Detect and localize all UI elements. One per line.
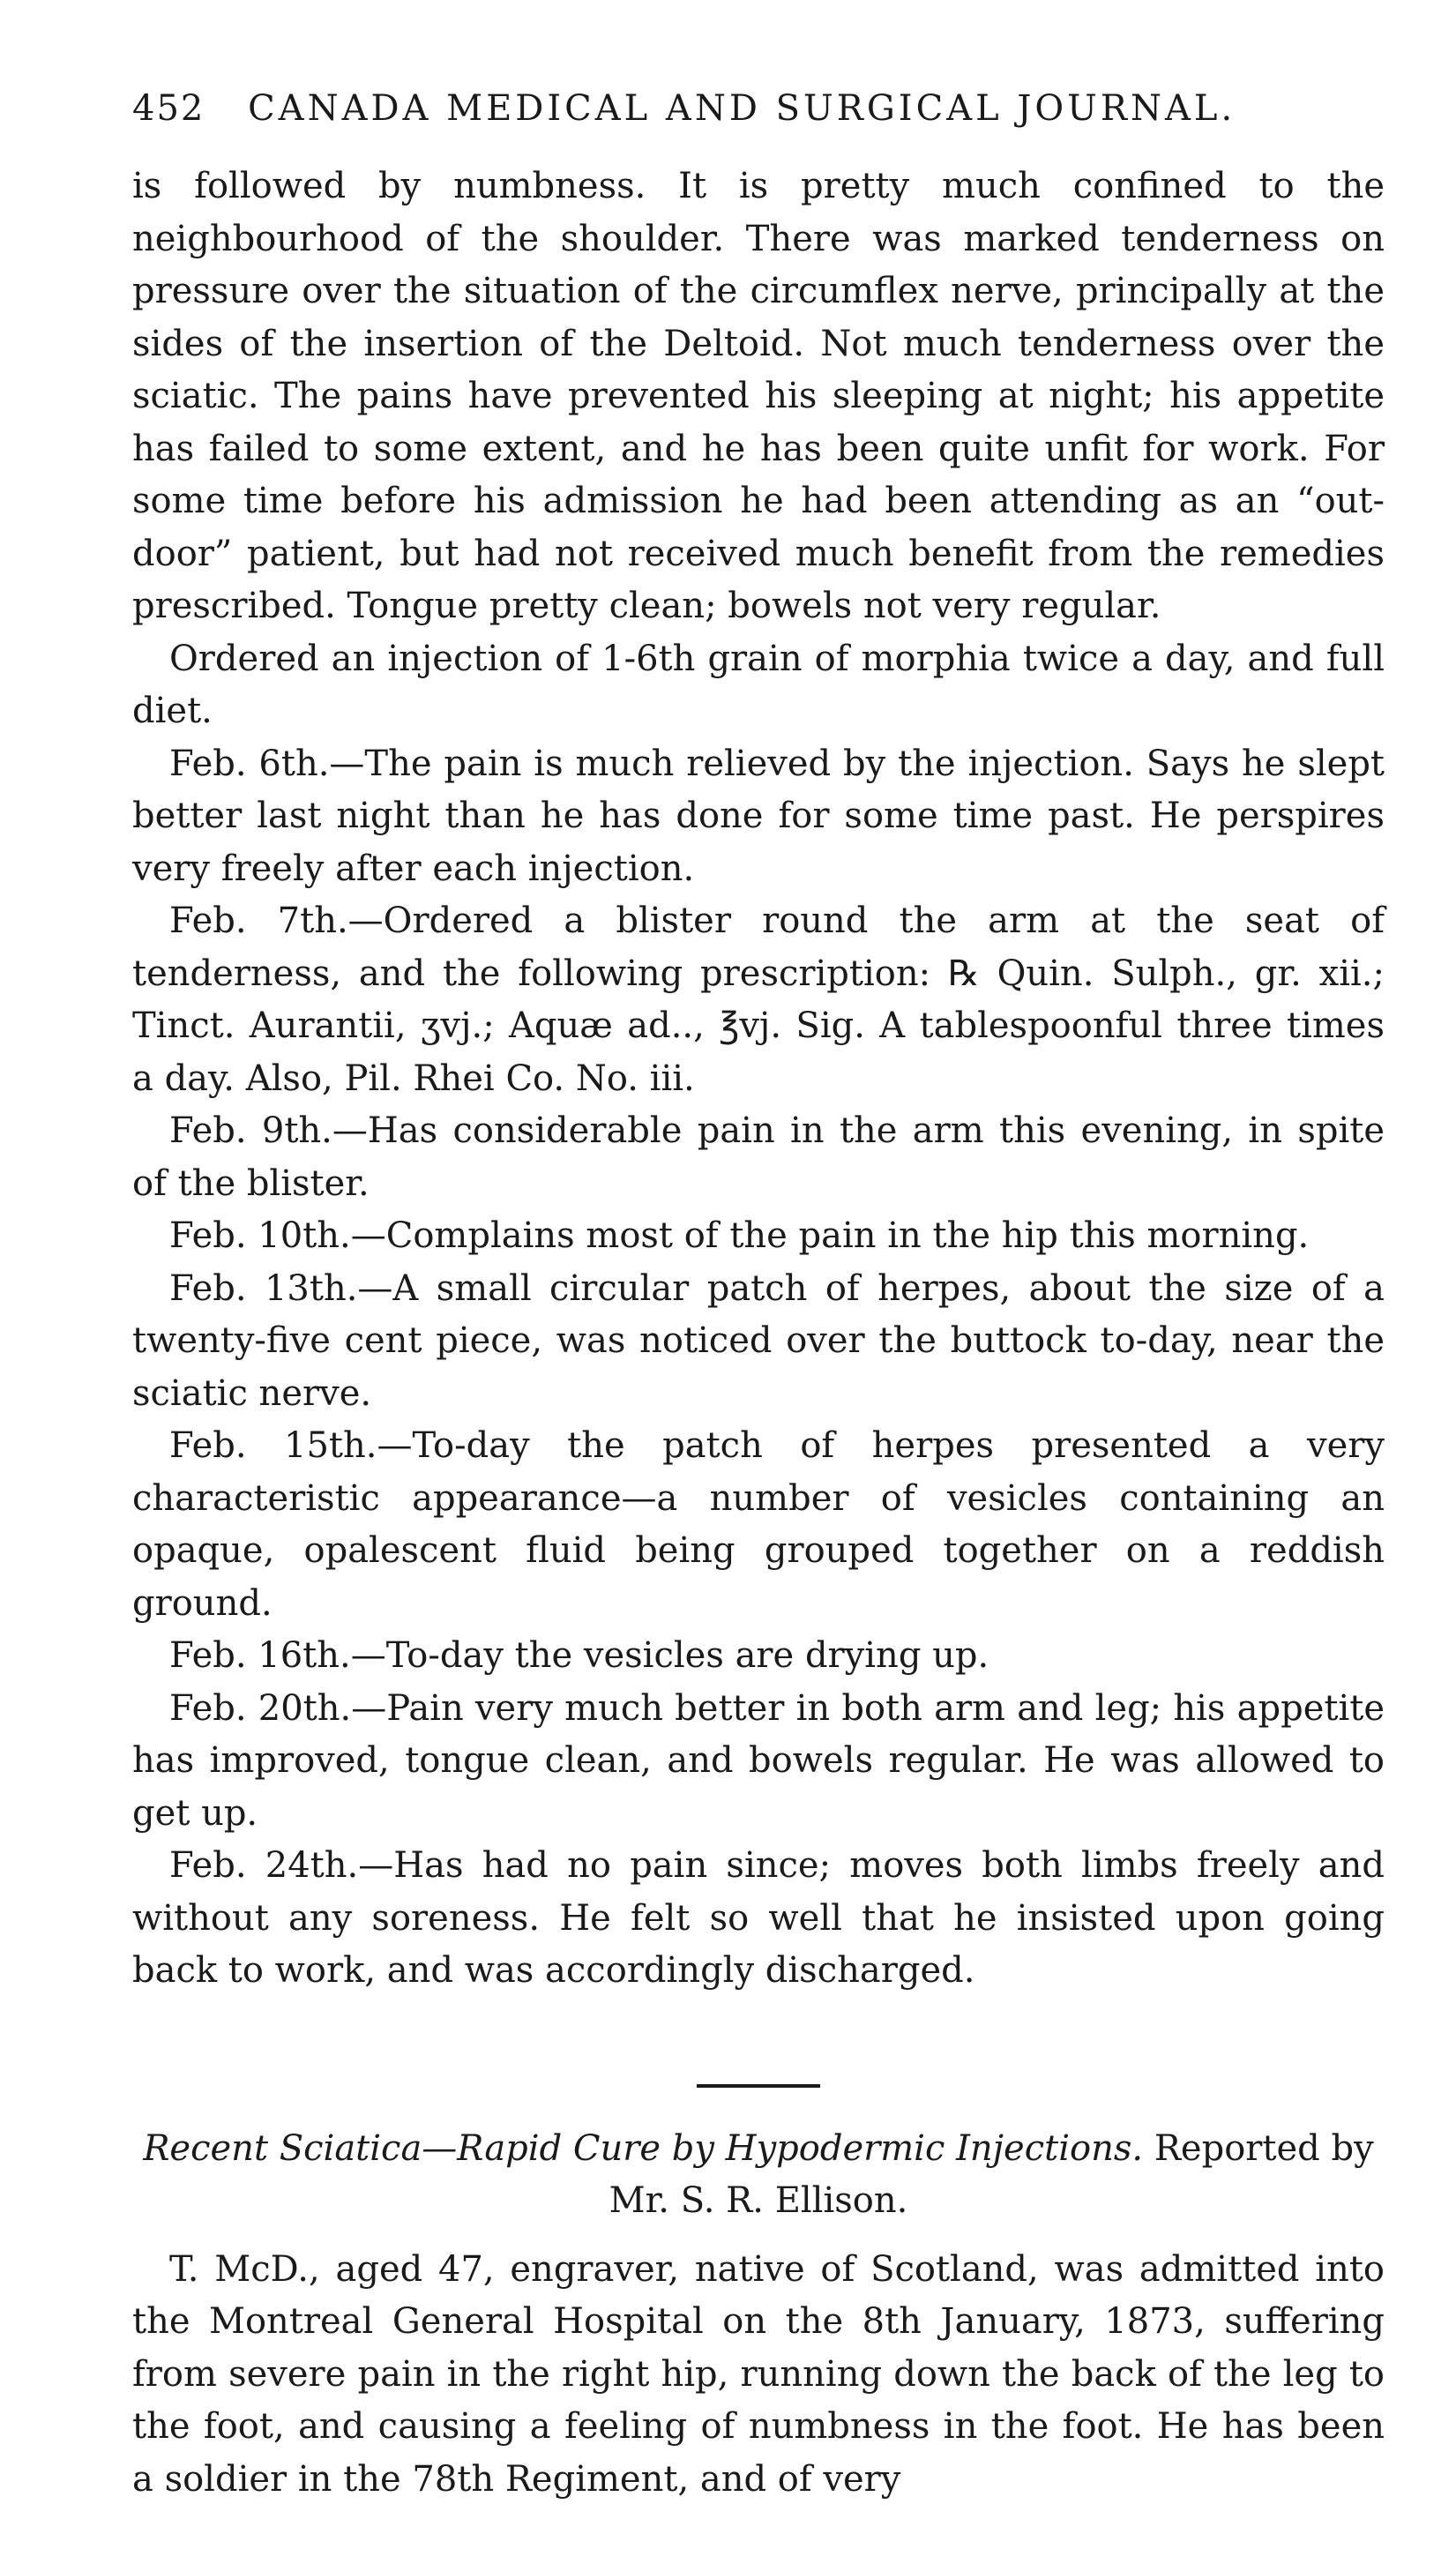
page-number: 452 xyxy=(132,88,205,129)
paragraph-feb-7: Feb. 7th.—Ordered a blister round the arm at the seat of tenderness, and the following prescription: ℞ Quin. Sulph., gr. xii.; Tinct. Aurantii, ʒvj.; Aquæ ad.., ℥vj. Sig. A tablespoonful three times a day. Also, Pil. Rhei Co. No. iii. xyxy=(132,901,1385,1099)
section-heading-block xyxy=(132,2123,1385,2228)
paragraph-feb-16: Feb. 16th.—To-day the vesicles are drying up. xyxy=(169,1635,989,1676)
paragraph-treatment: Ordered an injection of 1-6th grain of morphia twice a day, and full diet. xyxy=(132,638,1385,731)
section-body xyxy=(132,2244,1385,2507)
section-heading: Recent Sciatica—Rapid Cure by Hypodermic Injections. xyxy=(143,2127,1144,2169)
paragraph-continuation: is followed by numbness. It is pretty much confined to the neighbourhood of the shoulder. There was marked tenderness on pressure over the situation of the circumflex nerve, principally at the sides of the insertion of the Deltoid. Not much tenderness over the sciatic. The pains have prevented his sleeping at night; his appetite has failed to some extent, and he has been quite unfit for work. For some time before his admission he had been attending as an “out-door” patient, but had not received much benefit from the remedies prescribed. Tongue pretty clean; bowels not very regular. xyxy=(132,166,1385,626)
section-reporter: Reported by Mr. S. R. Ellison. xyxy=(609,2127,1374,2221)
paragraph-feb-20: Feb. 20th.—Pain very much better in both arm and leg; his appetite has improved, tongue clean, and bowels regular. He was allowed to get up. xyxy=(132,1687,1385,1834)
section-paragraph: T. McD., aged 47, engraver, native of Scotland, was admitted into the Montreal General Hospital on the 8th January, 1873, suffering from severe pain in the right hip, running down the back of the leg to the foot, and causing a feeling of numbness in the foot. He has been a soldier in the 78th Regiment, and of very xyxy=(132,2248,1385,2500)
journal-page xyxy=(132,88,1385,2506)
case-notes xyxy=(132,161,1385,1998)
paragraph-feb-24: Feb. 24th.—Has had no pain since; moves both limbs freely and without any soreness. He felt so well that he insisted upon going back to work, and was accordingly discharged. xyxy=(132,1845,1385,1991)
paragraph-feb-9: Feb. 9th.—Has considerable pain in the arm this evening, in spite of the blister. xyxy=(132,1110,1385,1204)
paragraph-feb-10: Feb. 10th.—Complains most of the pain in the hip this morning. xyxy=(169,1215,1310,1256)
paragraph-feb-15: Feb. 15th.—To-day the patch of herpes presented a very characteristic appearance—a number of vesicles containing an opaque, opalescent fluid being grouped together on a reddish ground. xyxy=(132,1425,1385,1624)
paragraph-feb-13: Feb. 13th.—A small circular patch of herpes, about the size of a twenty-five cent piece, was noticed over the buttock to-day, near the sciatic nerve. xyxy=(132,1267,1385,1414)
journal-title: CANADA MEDICAL AND SURGICAL JOURNAL. xyxy=(248,88,1236,129)
paragraph-feb-6: Feb. 6th.—The pain is much relieved by the injection. Says he slept better last night than he has done for some time past. He perspires very freely after each injection. xyxy=(132,743,1385,889)
running-head xyxy=(132,88,1385,141)
section-divider xyxy=(697,2084,820,2088)
